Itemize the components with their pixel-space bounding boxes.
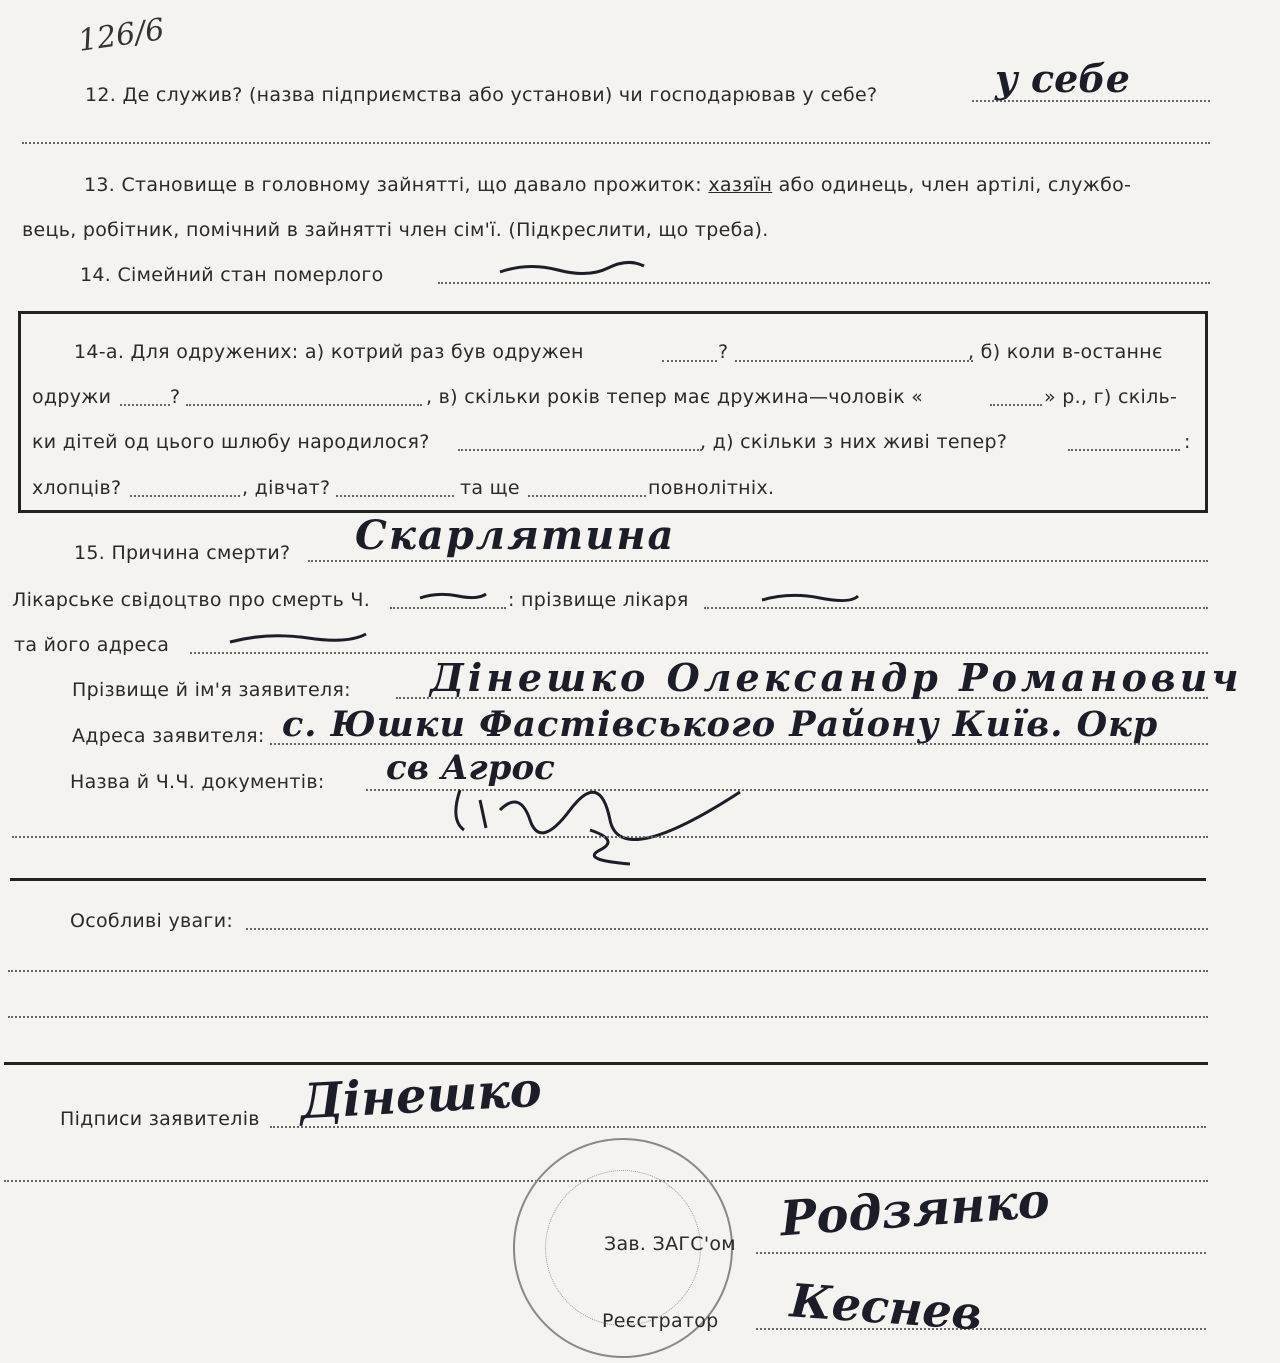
notes-label: Особливі уваги: (70, 910, 234, 932)
section-divider-2 (4, 1062, 1208, 1065)
q14a-line3-b: , д) скільки з них живі тепер? (700, 431, 1008, 453)
q14a-line4-b: , дівчат? (242, 477, 331, 499)
registry-head-label: Зав. ЗАГС'ом (604, 1233, 736, 1255)
q14a-line1-a: 14-а. Для одружених: а) котрий раз був одружен (74, 341, 584, 363)
q14a-times-married-line-2 (735, 360, 973, 362)
q14a-times-married-line (662, 360, 717, 362)
q14a-children-alive-line (1068, 449, 1180, 451)
q15-answer-line (308, 560, 1208, 562)
q14a-boys-line (130, 495, 240, 497)
q13-prefix: 13. Становище в головному зайнятті, що давало прожиток: (84, 174, 702, 196)
q14a-line2-b: , в) скільки років тепер має дружина—чоловік « (426, 386, 924, 408)
q14a-adults-line (528, 495, 646, 497)
q14a-children-born-line (458, 449, 702, 451)
q12-label: 12. Де служив? (назва підприємства або установи) чи господарював у себе? (85, 84, 878, 106)
q15-address-label: та його адреса (14, 634, 170, 656)
q15-certificate-dash (418, 588, 488, 604)
applicant-name-value: Дінешко Олександр Романович (430, 655, 1243, 700)
q14a-married-when-line (120, 404, 170, 406)
q14a-girls-line (336, 495, 454, 497)
q15-answer: Скарлятина (355, 512, 676, 559)
q15-doctor-label: : прізвище лікаря (508, 589, 689, 611)
applicant-signature: Дінешко (298, 1061, 544, 1131)
q15-address-line (190, 652, 1208, 654)
q12-answer: у себе (995, 56, 1130, 101)
q14a-line1-b: , б) коли в-останнє (968, 341, 1163, 363)
q14a-married-when-line-2 (186, 404, 422, 406)
q15-doctor-dash (760, 590, 860, 606)
applicants-signature-label: Підписи заявителів (60, 1108, 260, 1130)
q14a-line4-c: та ще (460, 477, 520, 499)
registry-head-signature: Родзянко (778, 1172, 1052, 1248)
q14-label: 14. Сімейний стан померлого (80, 264, 384, 286)
q13-line2: вець, робітник, помічний в зайнятті член сім'ї. (Підкреслити, що треба). (22, 219, 769, 241)
applicant-address-value: с. Юшки Фастівського Району Київ. Окр (282, 704, 1159, 745)
notes-line-1 (246, 928, 1208, 930)
q14-dash-mark (498, 258, 648, 282)
registrar-label: Реєстратор (602, 1310, 719, 1332)
q13-suffix: або одинець, член артілі, службо- (778, 174, 1132, 196)
q15-certificate-line (390, 607, 506, 609)
q15-doctor-line (704, 607, 1208, 609)
registrar-signature: Кеcнев (788, 1273, 984, 1341)
notes-line-2 (8, 970, 1208, 972)
q14-answer-line (438, 282, 1210, 284)
q14a-line2-a: одружи (32, 386, 112, 408)
notes-line-3 (8, 1016, 1208, 1018)
q14a-line2-q: ? (170, 386, 181, 408)
applicant-docs-value: св Агрос (386, 748, 555, 788)
q13-selected-option: хазяїн (708, 174, 773, 196)
corner-archive-note: 126/6 (75, 12, 167, 59)
q14a-spouse-age-line (990, 404, 1042, 406)
applicant-name-label: Прізвище й ім'я заявителя: (72, 679, 351, 701)
applicant-docs-label: Назва й Ч.Ч. документів: (70, 771, 325, 793)
applicant-docs-line-2 (12, 836, 1208, 838)
q14a-line3-a: ки дітей од цього шлюбу народилося? (32, 431, 430, 453)
q15-label: 15. Причина смерти? (74, 542, 291, 564)
q14a-line2-c: » р., г) скіль- (1044, 386, 1178, 408)
q14a-line1-q: ? (718, 341, 729, 363)
q12-continuation-line (22, 142, 1210, 144)
q14a-line4-a: хлопців? (32, 477, 122, 499)
applicant-address-label: Адреса заявителя: (72, 725, 265, 747)
q15-certificate-label: Лікарське свідоцтво про смерть Ч. (12, 589, 371, 611)
q15-address-dash (228, 628, 368, 648)
q14a-line4-d: повнолітніх. (648, 477, 775, 499)
applicant-docs-scribble (440, 780, 750, 870)
applicants-signature-line (270, 1126, 1206, 1128)
q13-line1 (84, 174, 1131, 196)
q14a-line3-c: : (1184, 431, 1191, 453)
registry-head-line (756, 1252, 1206, 1254)
section-divider-1 (10, 878, 1206, 881)
